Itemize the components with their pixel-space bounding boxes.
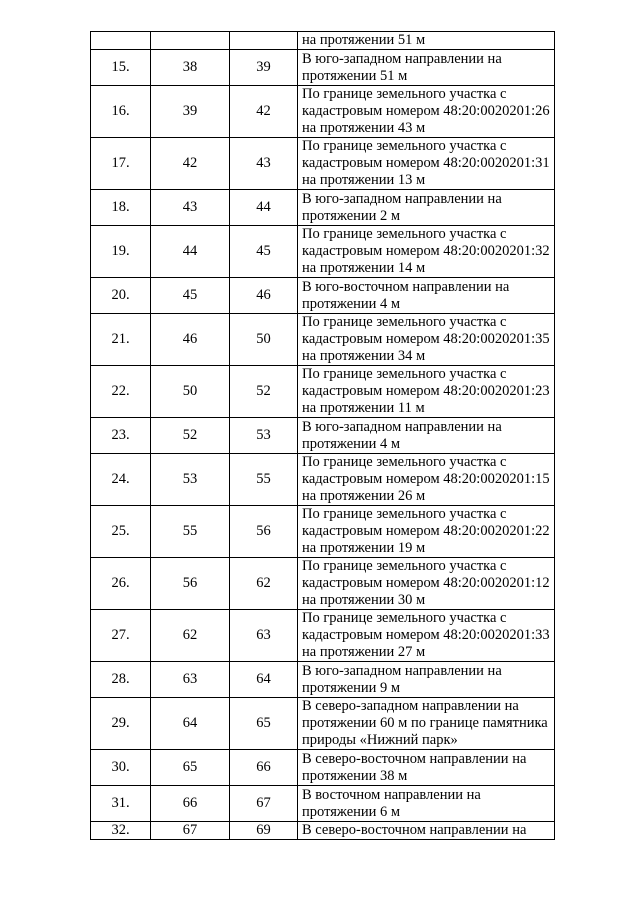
point-to-cell: 56 [230, 506, 298, 558]
table-row [91, 698, 555, 750]
boundary-description-cell: В восточном направлении на протяжении 6 м [298, 786, 555, 822]
row-number-cell: 30. [91, 750, 151, 786]
boundary-description-table [90, 31, 555, 840]
table-row [91, 138, 555, 190]
point-to-cell: 39 [230, 50, 298, 86]
boundary-description-cell: В юго-западном направлении на протяжении 51 м [298, 50, 555, 86]
point-to-cell: 50 [230, 314, 298, 366]
boundary-description-cell: В юго-западном направлении на протяжении 2 м [298, 190, 555, 226]
table-row [91, 314, 555, 366]
row-number-cell: 16. [91, 86, 151, 138]
point-from-cell: 45 [151, 278, 230, 314]
point-from-cell: 53 [151, 454, 230, 506]
boundary-description-cell: По границе земельного участка с кадастровым номером 48:20:0020201:22 на протяжении 19 м [298, 506, 555, 558]
point-to-cell: 62 [230, 558, 298, 610]
point-from-cell: 42 [151, 138, 230, 190]
point-to-cell: 46 [230, 278, 298, 314]
row-number-cell: 31. [91, 786, 151, 822]
boundary-description-cell: По границе земельного участка с кадастровым номером 48:20:0020201:31 на протяжении 13 м [298, 138, 555, 190]
table-row [91, 610, 555, 662]
point-to-cell: 44 [230, 190, 298, 226]
boundary-description-cell: По границе земельного участка с кадастровым номером 48:20:0020201:35 на протяжении 34 м [298, 314, 555, 366]
point-to-cell: 63 [230, 610, 298, 662]
point-from-cell: 62 [151, 610, 230, 662]
table-row [91, 278, 555, 314]
table-row [91, 822, 555, 840]
table-row [91, 86, 555, 138]
table-row [91, 50, 555, 86]
row-number-cell: 20. [91, 278, 151, 314]
point-from-cell: 65 [151, 750, 230, 786]
point-to-cell: 65 [230, 698, 298, 750]
row-number-cell [91, 32, 151, 50]
row-number-cell: 21. [91, 314, 151, 366]
row-number-cell: 19. [91, 226, 151, 278]
boundary-description-cell: По границе земельного участка с кадастровым номером 48:20:0020201:26 на протяжении 43 м [298, 86, 555, 138]
point-from-cell: 44 [151, 226, 230, 278]
row-number-cell: 28. [91, 662, 151, 698]
table-row [91, 366, 555, 418]
point-from-cell: 38 [151, 50, 230, 86]
boundary-description-cell: По границе земельного участка с кадастровым номером 48:20:0020201:23 на протяжении 11 м [298, 366, 555, 418]
point-from-cell: 64 [151, 698, 230, 750]
point-to-cell: 53 [230, 418, 298, 454]
point-to-cell [230, 32, 298, 50]
table-row [91, 32, 555, 50]
row-number-cell: 18. [91, 190, 151, 226]
point-from-cell: 43 [151, 190, 230, 226]
point-from-cell: 46 [151, 314, 230, 366]
boundary-description-cell: В юго-западном направлении на протяжении 9 м [298, 662, 555, 698]
point-to-cell: 55 [230, 454, 298, 506]
boundary-description-cell: В юго-восточном направлении на протяжении 4 м [298, 278, 555, 314]
boundary-description-cell: В юго-западном направлении на протяжении 4 м [298, 418, 555, 454]
point-from-cell: 66 [151, 786, 230, 822]
point-from-cell: 52 [151, 418, 230, 454]
point-to-cell: 64 [230, 662, 298, 698]
point-from-cell: 55 [151, 506, 230, 558]
point-from-cell: 67 [151, 822, 230, 840]
boundary-description-cell: на протяжении 51 м [298, 32, 555, 50]
row-number-cell: 27. [91, 610, 151, 662]
table-row [91, 190, 555, 226]
boundary-description-cell: В северо-восточном направлении на протяжении 38 м [298, 750, 555, 786]
table-row [91, 226, 555, 278]
table-row [91, 750, 555, 786]
boundary-description-cell: В северо-западном направлении на протяжении 60 м по границе памятника природы «Нижний парк» [298, 698, 555, 750]
boundary-description-cell: В северо-восточном направлении на [298, 822, 555, 840]
point-to-cell: 43 [230, 138, 298, 190]
row-number-cell: 15. [91, 50, 151, 86]
point-from-cell: 39 [151, 86, 230, 138]
point-from-cell: 63 [151, 662, 230, 698]
point-to-cell: 52 [230, 366, 298, 418]
point-to-cell: 45 [230, 226, 298, 278]
table-row [91, 418, 555, 454]
table-row [91, 786, 555, 822]
point-to-cell: 66 [230, 750, 298, 786]
row-number-cell: 25. [91, 506, 151, 558]
row-number-cell: 23. [91, 418, 151, 454]
point-to-cell: 67 [230, 786, 298, 822]
point-to-cell: 69 [230, 822, 298, 840]
boundary-description-cell: По границе земельного участка с кадастровым номером 48:20:0020201:32 на протяжении 14 м [298, 226, 555, 278]
table-row [91, 662, 555, 698]
table-row [91, 506, 555, 558]
table-body [91, 32, 555, 840]
point-from-cell: 50 [151, 366, 230, 418]
boundary-description-cell: По границе земельного участка с кадастровым номером 48:20:0020201:33 на протяжении 27 м [298, 610, 555, 662]
boundary-description-cell: По границе земельного участка с кадастровым номером 48:20:0020201:12 на протяжении 30 м [298, 558, 555, 610]
row-number-cell: 26. [91, 558, 151, 610]
boundary-description-cell: По границе земельного участка с кадастровым номером 48:20:0020201:15 на протяжении 26 м [298, 454, 555, 506]
row-number-cell: 17. [91, 138, 151, 190]
point-to-cell: 42 [230, 86, 298, 138]
row-number-cell: 32. [91, 822, 151, 840]
row-number-cell: 29. [91, 698, 151, 750]
row-number-cell: 22. [91, 366, 151, 418]
table-row [91, 558, 555, 610]
point-from-cell: 56 [151, 558, 230, 610]
row-number-cell: 24. [91, 454, 151, 506]
point-from-cell [151, 32, 230, 50]
table-row [91, 454, 555, 506]
